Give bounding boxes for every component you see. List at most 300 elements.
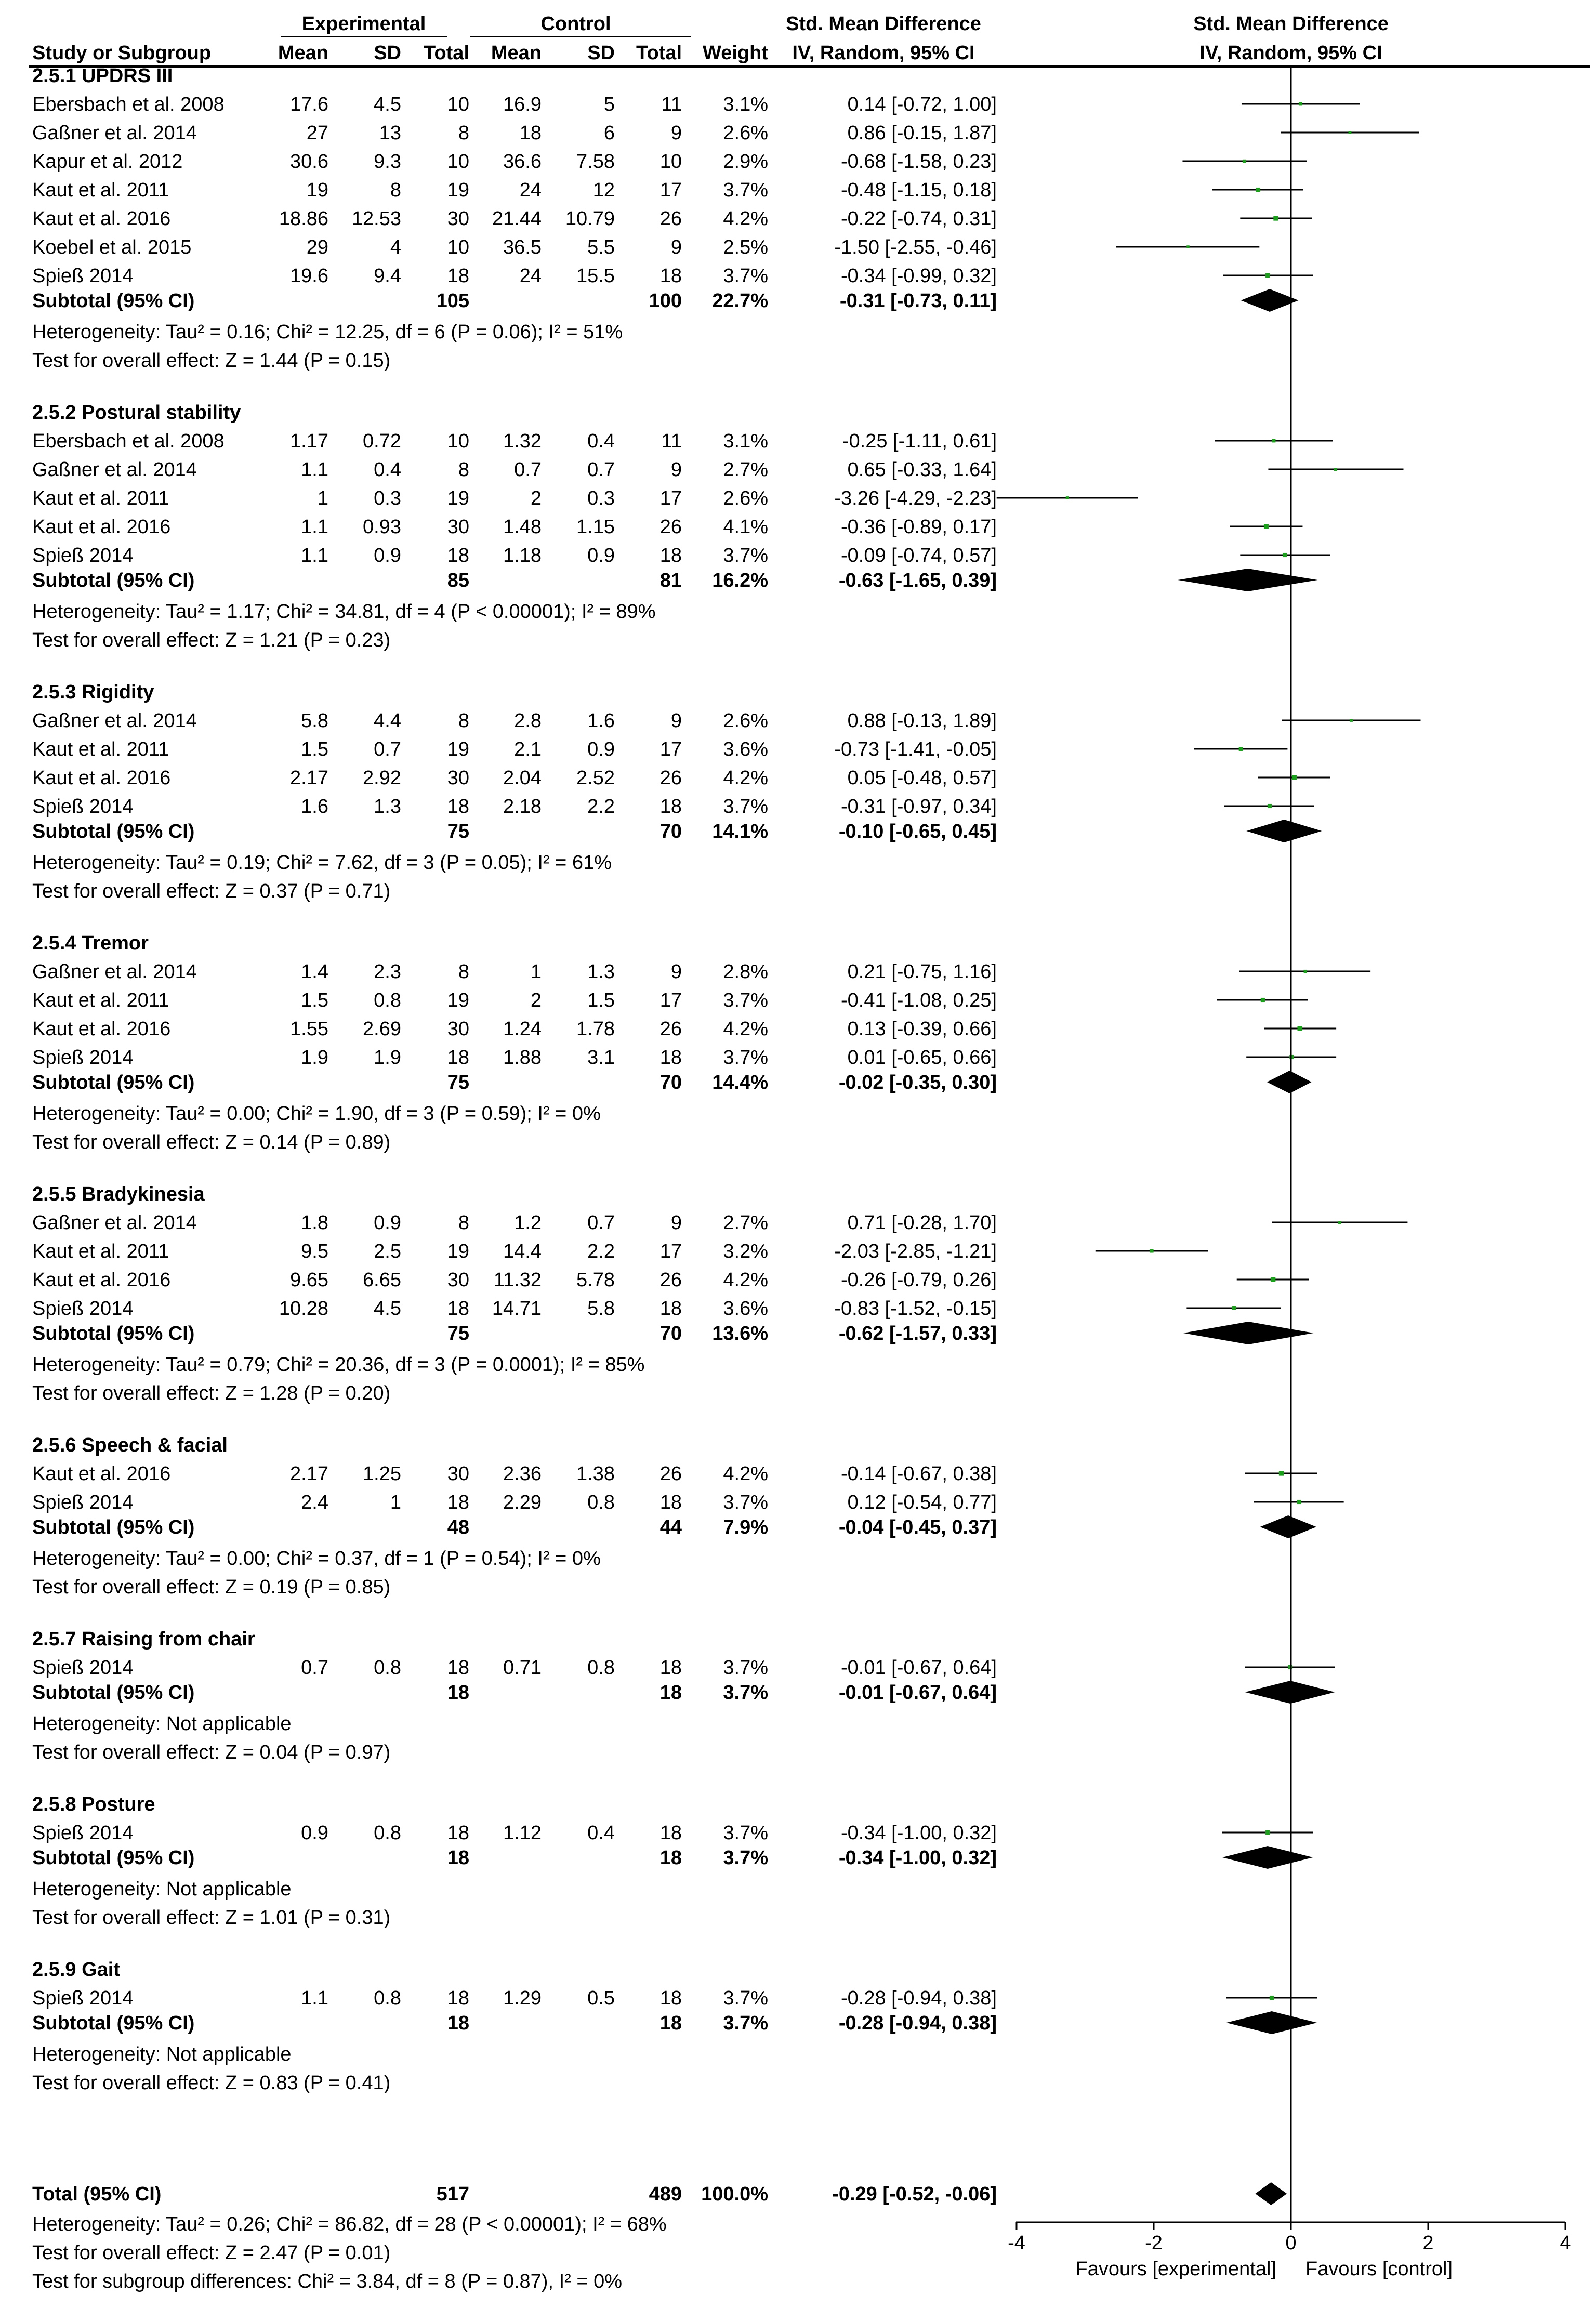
header-effect-table: Std. Mean Difference (786, 13, 981, 35)
study-weight: 3.7% (723, 990, 768, 1011)
subtotal-ci-text: -0.28 [-0.94, 0.38] (838, 2012, 997, 2034)
ctl-mean: 0.71 (503, 1657, 542, 1679)
header-experimental: Experimental (301, 13, 426, 35)
subtotal-weight: 14.4% (712, 1072, 768, 1093)
ctl-total: 9 (670, 961, 682, 983)
ctl-sd: 5.5 (587, 236, 615, 258)
ctl-sd: 0.8 (587, 1492, 615, 1513)
subtotal-ci-text: -0.10 [-0.65, 0.45] (838, 821, 997, 842)
exp-mean: 9.5 (301, 1241, 328, 1262)
study-name: Gaßner et al. 2014 (32, 122, 197, 144)
exp-total: 10 (447, 430, 469, 452)
subtotal-exp-total: 48 (447, 1516, 469, 1538)
heterogeneity-text: Heterogeneity: Tau² = 1.17; Chi² = 34.81, df = 4 (P < 0.00001); I² = 89% (32, 601, 656, 623)
heterogeneity-text: Heterogeneity: Tau² = 0.00; Chi² = 0.37, df = 1 (P = 0.54); I² = 0% (32, 1548, 601, 1570)
exp-sd: 0.93 (363, 516, 401, 538)
ctl-sd: 0.5 (587, 1987, 615, 2009)
subgroup-title: 2.5.8 Posture (32, 1793, 155, 1815)
ctl-sd: 6 (603, 122, 615, 144)
study-point (1298, 1026, 1302, 1031)
ctl-mean: 1.18 (503, 545, 542, 566)
subtotal-diamond (1226, 2011, 1317, 2034)
study-point (1256, 188, 1260, 192)
ctl-total: 18 (659, 1657, 682, 1679)
study-name: Spieß 2014 (32, 1047, 134, 1069)
study-weight: 3.7% (723, 1492, 768, 1513)
x-tick-label: -4 (1008, 2232, 1025, 2254)
exp-total: 19 (447, 179, 469, 201)
x-tick-label: 2 (1422, 2232, 1434, 2254)
ctl-total: 26 (659, 767, 682, 789)
header-ctl-total: Total (636, 42, 682, 64)
ctl-mean: 16.9 (503, 94, 542, 115)
study-name: Kaut et al. 2016 (32, 208, 171, 230)
exp-sd: 1.25 (363, 1463, 401, 1485)
study-name: Spieß 2014 (32, 1657, 134, 1679)
subtotal-exp-total: 85 (447, 570, 469, 591)
header-exp-total: Total (424, 42, 469, 64)
heterogeneity-text: Heterogeneity: Tau² = 0.19; Chi² = 7.62, df = 3 (P = 0.05); I² = 61% (32, 852, 612, 874)
study-weight: 3.7% (723, 1047, 768, 1069)
study-name: Spieß 2014 (32, 1987, 134, 2009)
overall-effect-text: Test for overall effect: Z = 0.14 (P = 0.89) (32, 1131, 391, 1153)
study-weight: 2.8% (723, 961, 768, 983)
footer-stat: Test for overall effect: Z = 2.47 (P = 0.01) (32, 2242, 391, 2264)
exp-sd: 1 (390, 1492, 401, 1513)
study-weight: 3.6% (723, 1298, 768, 1320)
header-method-table: IV, Random, 95% CI (792, 42, 975, 64)
exp-total: 30 (447, 1269, 469, 1291)
study-name: Kapur et al. 2012 (32, 151, 183, 173)
exp-total: 18 (447, 1822, 469, 1844)
subtotal-label: Subtotal (95% CI) (32, 570, 195, 591)
overall-effect-text: Test for overall effect: Z = 0.04 (P = 0.97) (32, 1742, 391, 1763)
study-weight: 2.9% (723, 151, 768, 173)
study-ci-text: -0.26 [-0.79, 0.26] (841, 1269, 997, 1291)
ctl-sd: 5.78 (576, 1269, 615, 1291)
overall-effect-text: Test for overall effect: Z = 1.28 (P = 0.20) (32, 1382, 391, 1404)
ctl-mean: 1.2 (514, 1212, 542, 1234)
subtotal-weight: 22.7% (712, 290, 768, 312)
ctl-mean: 21.44 (492, 208, 542, 230)
study-name: Ebersbach et al. 2008 (32, 430, 225, 452)
ctl-mean: 2.8 (514, 710, 542, 732)
ctl-total: 17 (659, 990, 682, 1011)
study-ci-text: 0.71 [-0.28, 1.70] (847, 1212, 997, 1234)
subtotal-label: Subtotal (95% CI) (32, 821, 195, 842)
exp-total: 19 (447, 738, 469, 760)
ctl-total: 26 (659, 516, 682, 538)
subtotal-label: Subtotal (95% CI) (32, 1072, 195, 1093)
exp-sd: 1.9 (374, 1047, 401, 1069)
subgroup-title: 2.5.4 Tremor (32, 932, 149, 954)
exp-sd: 0.4 (374, 459, 401, 481)
study-name: Kaut et al. 2016 (32, 767, 171, 789)
ctl-sd: 5.8 (587, 1298, 615, 1320)
ctl-sd: 7.58 (576, 151, 615, 173)
favours-right-label: Favours [control] (1305, 2258, 1453, 2280)
exp-mean: 10.28 (279, 1298, 328, 1320)
study-weight: 3.1% (723, 430, 768, 452)
study-name: Kaut et al. 2011 (32, 179, 169, 201)
study-weight: 2.6% (723, 122, 768, 144)
header-control: Control (540, 13, 611, 35)
subtotal-diamond (1267, 1071, 1312, 1093)
exp-sd: 9.4 (374, 265, 401, 287)
exp-sd: 0.9 (374, 1212, 401, 1234)
study-ci-text: -0.31 [-0.97, 0.34] (841, 796, 997, 817)
study-name: Kaut et al. 2011 (32, 487, 169, 509)
exp-mean: 27 (306, 122, 328, 144)
ctl-total: 9 (670, 710, 682, 732)
exp-mean: 2.17 (290, 767, 328, 789)
subtotal-ctl-total: 18 (659, 2012, 682, 2034)
ctl-mean: 1.32 (503, 430, 542, 452)
study-weight: 3.7% (723, 1657, 768, 1679)
study-name: Kaut et al. 2016 (32, 516, 171, 538)
study-ci-text: 0.05 [-0.48, 0.57] (847, 767, 997, 789)
subtotal-exp-total: 18 (447, 2012, 469, 2034)
header-exp-mean: Mean (278, 42, 328, 64)
ctl-mean: 2.29 (503, 1492, 542, 1513)
subtotal-ctl-total: 18 (659, 1682, 682, 1704)
ctl-sd: 0.9 (587, 545, 615, 566)
subtotal-exp-total: 18 (447, 1847, 469, 1869)
exp-mean: 1.8 (301, 1212, 328, 1234)
subtotal-ctl-total: 100 (649, 290, 682, 312)
subtotal-ci-text: -0.02 [-0.35, 0.30] (838, 1072, 997, 1093)
header-ctl-sd: SD (587, 42, 615, 64)
exp-total: 30 (447, 1463, 469, 1485)
study-point (1243, 160, 1246, 163)
ctl-total: 18 (659, 796, 682, 817)
ctl-sd: 12 (592, 179, 615, 201)
study-ci-text: -0.28 [-0.94, 0.38] (841, 1987, 997, 2009)
exp-total: 30 (447, 516, 469, 538)
exp-mean: 1.1 (301, 1987, 328, 2009)
favours-left-label: Favours [experimental] (1075, 2258, 1276, 2280)
total-ci-text: -0.29 [-0.52, -0.06] (832, 2183, 997, 2205)
subtotal-diamond (1260, 1515, 1316, 1538)
exp-sd: 1.3 (374, 796, 401, 817)
exp-mean: 2.17 (290, 1463, 328, 1485)
exp-sd: 0.3 (374, 487, 401, 509)
exp-mean: 1.6 (301, 796, 328, 817)
exp-mean: 1.1 (301, 459, 328, 481)
exp-total: 30 (447, 767, 469, 789)
study-ci-text: 0.12 [-0.54, 0.77] (847, 1492, 997, 1513)
study-weight: 2.7% (723, 1212, 768, 1234)
subtotal-exp-total: 75 (447, 821, 469, 842)
ctl-mean: 1.12 (503, 1822, 542, 1844)
exp-sd: 0.8 (374, 990, 401, 1011)
study-weight: 2.6% (723, 710, 768, 732)
ctl-mean: 2 (530, 990, 542, 1011)
ctl-mean: 2.36 (503, 1463, 542, 1485)
ctl-sd: 3.1 (587, 1047, 615, 1069)
study-ci-text: -0.34 [-0.99, 0.32] (841, 265, 997, 287)
study-weight: 3.7% (723, 796, 768, 817)
study-weight: 2.6% (723, 487, 768, 509)
study-ci-text: -3.26 [-4.29, -2.23] (834, 487, 997, 509)
exp-total: 8 (458, 459, 469, 481)
exp-sd: 4 (390, 236, 401, 258)
ctl-sd: 2.2 (587, 796, 615, 817)
exp-sd: 0.8 (374, 1987, 401, 2009)
study-name: Koebel et al. 2015 (32, 236, 192, 258)
ctl-total: 18 (659, 545, 682, 566)
study-weight: 2.5% (723, 236, 768, 258)
ctl-total: 26 (659, 1269, 682, 1291)
study-ci-text: 0.21 [-0.75, 1.16] (847, 961, 997, 983)
study-point (1066, 496, 1069, 499)
subtotal-diamond (1246, 820, 1322, 842)
subtotal-ctl-total: 70 (659, 1323, 682, 1344)
ctl-sd: 0.4 (587, 1822, 615, 1844)
subtotal-diamond (1183, 1322, 1314, 1344)
study-weight: 3.1% (723, 94, 768, 115)
ctl-mean: 24 (519, 179, 542, 201)
exp-sd: 0.8 (374, 1657, 401, 1679)
exp-mean: 18.86 (279, 208, 328, 230)
total-label: Total (95% CI) (32, 2183, 162, 2205)
ctl-sd: 1.38 (576, 1463, 615, 1485)
study-point (1271, 1277, 1275, 1282)
subtotal-label: Subtotal (95% CI) (32, 2012, 195, 2034)
overall-effect-text: Test for overall effect: Z = 1.21 (P = 0.23) (32, 629, 391, 651)
exp-total: 30 (447, 1018, 469, 1040)
exp-sd: 2.92 (363, 767, 401, 789)
exp-sd: 0.8 (374, 1822, 401, 1844)
ctl-mean: 36.5 (503, 236, 542, 258)
exp-sd: 6.65 (363, 1269, 401, 1291)
study-point (1297, 1500, 1301, 1504)
ctl-mean: 14.71 (492, 1298, 542, 1320)
study-name: Gaßner et al. 2014 (32, 710, 197, 732)
study-name: Kaut et al. 2016 (32, 1269, 171, 1291)
study-ci-text: -1.50 [-2.55, -0.46] (834, 236, 997, 258)
study-name: Spieß 2014 (32, 545, 134, 566)
exp-sd: 2.3 (374, 961, 401, 983)
study-point (1239, 747, 1243, 751)
study-weight: 3.7% (723, 545, 768, 566)
study-weight: 3.7% (723, 1987, 768, 2009)
study-point (1232, 1306, 1236, 1310)
subtotal-label: Subtotal (95% CI) (32, 1682, 195, 1704)
ctl-total: 9 (670, 1212, 682, 1234)
study-ci-text: 0.14 [-0.72, 1.00] (847, 94, 997, 115)
heterogeneity-text: Heterogeneity: Not applicable (32, 2043, 292, 2065)
study-weight: 4.1% (723, 516, 768, 538)
subtotal-weight: 3.7% (723, 2012, 768, 2034)
exp-mean: 29 (306, 236, 328, 258)
study-ci-text: -0.14 [-0.67, 0.38] (841, 1463, 997, 1485)
study-point (1283, 553, 1287, 557)
study-point (1292, 775, 1297, 780)
subgroup-title: 2.5.3 Rigidity (32, 681, 154, 703)
ctl-total: 10 (659, 151, 682, 173)
exp-mean: 19.6 (290, 265, 328, 287)
study-ci-text: 0.86 [-0.15, 1.87] (847, 122, 997, 144)
subtotal-exp-total: 75 (447, 1323, 469, 1344)
exp-total: 18 (447, 1657, 469, 1679)
ctl-total: 11 (661, 430, 682, 452)
subtotal-ctl-total: 44 (659, 1516, 682, 1538)
study-weight: 3.7% (723, 179, 768, 201)
exp-mean: 1.55 (290, 1018, 328, 1040)
ctl-mean: 2.1 (514, 738, 542, 760)
study-ci-text: 0.01 [-0.65, 0.66] (847, 1047, 997, 1069)
exp-mean: 1 (317, 487, 328, 509)
ctl-total: 9 (670, 459, 682, 481)
study-name: Spieß 2014 (32, 1298, 134, 1320)
heterogeneity-text: Heterogeneity: Tau² = 0.00; Chi² = 1.90, df = 3 (P = 0.59); I² = 0% (32, 1103, 601, 1125)
ctl-total: 26 (659, 1018, 682, 1040)
ctl-mean: 14.4 (503, 1241, 542, 1262)
ctl-total: 17 (659, 487, 682, 509)
ctl-mean: 1.48 (503, 516, 542, 538)
subtotal-label: Subtotal (95% CI) (32, 1323, 195, 1344)
exp-mean: 17.6 (290, 94, 328, 115)
subtotal-ci-text: -0.63 [-1.65, 0.39] (838, 570, 997, 591)
study-ci-text: -0.25 [-1.11, 0.61] (842, 430, 997, 452)
study-point (1350, 719, 1353, 722)
exp-mean: 1.5 (301, 990, 328, 1011)
subtotal-ci-text: -0.04 [-0.45, 0.37] (838, 1516, 997, 1538)
heterogeneity-text: Heterogeneity: Tau² = 0.79; Chi² = 20.36, df = 3 (P = 0.0001); I² = 85% (32, 1354, 645, 1376)
ctl-total: 17 (659, 179, 682, 201)
subtotal-weight: 3.7% (723, 1682, 768, 1704)
exp-sd: 8 (390, 179, 401, 201)
exp-mean: 2.4 (301, 1492, 328, 1513)
ctl-mean: 2.04 (503, 767, 542, 789)
heterogeneity-text: Heterogeneity: Not applicable (32, 1713, 292, 1735)
study-point (1273, 216, 1278, 220)
study-point (1304, 970, 1307, 973)
subgroup-title: 2.5.9 Gait (32, 1959, 120, 1981)
study-name: Gaßner et al. 2014 (32, 1212, 197, 1234)
ctl-mean: 0.7 (514, 459, 542, 481)
ctl-sd: 0.7 (587, 459, 615, 481)
subtotal-weight: 13.6% (712, 1323, 768, 1344)
subtotal-ctl-total: 81 (659, 570, 682, 591)
exp-sd: 4.5 (374, 94, 401, 115)
ctl-total: 11 (661, 94, 682, 115)
exp-total: 8 (458, 122, 469, 144)
total-ctl-total: 489 (649, 2183, 682, 2205)
study-ci-text: -2.03 [-2.85, -1.21] (834, 1241, 997, 1262)
ctl-mean: 11.32 (493, 1269, 542, 1291)
ctl-total: 18 (659, 1822, 682, 1844)
study-name: Kaut et al. 2011 (32, 738, 169, 760)
study-point (1349, 131, 1352, 134)
study-weight: 2.7% (723, 459, 768, 481)
study-weight: 3.7% (723, 1822, 768, 1844)
study-name: Gaßner et al. 2014 (32, 961, 197, 983)
study-weight: 3.2% (723, 1241, 768, 1262)
exp-mean: 9.65 (290, 1269, 328, 1291)
study-name: Kaut et al. 2011 (32, 1241, 169, 1262)
exp-total: 18 (447, 1047, 469, 1069)
ctl-total: 9 (670, 236, 682, 258)
ctl-mean: 18 (519, 122, 542, 144)
header-weight: Weight (703, 42, 768, 64)
exp-total: 18 (447, 265, 469, 287)
study-point (1268, 804, 1272, 808)
ctl-sd: 0.7 (587, 1212, 615, 1234)
overall-effect-text: Test for overall effect: Z = 0.83 (P = 0.41) (32, 2072, 391, 2094)
exp-mean: 0.9 (301, 1822, 328, 1844)
overall-effect-text: Test for overall effect: Z = 0.37 (P = 0.71) (32, 880, 391, 902)
ctl-sd: 1.78 (576, 1018, 615, 1040)
subtotal-ci-text: -0.62 [-1.57, 0.33] (838, 1323, 997, 1344)
ctl-sd: 2.2 (587, 1241, 615, 1262)
ctl-sd: 0.3 (587, 487, 615, 509)
study-point (1279, 1471, 1284, 1475)
subtotal-weight: 14.1% (712, 821, 768, 842)
subtotal-diamond (1245, 1681, 1335, 1704)
study-ci-text: -0.09 [-0.74, 0.57] (841, 545, 997, 566)
ctl-mean: 1.29 (503, 1987, 542, 2009)
exp-total: 18 (447, 1987, 469, 2009)
study-point (1270, 1996, 1274, 2000)
exp-mean: 30.6 (290, 151, 328, 173)
subtotal-label: Subtotal (95% CI) (32, 290, 195, 312)
subtotal-ctl-total: 70 (659, 1072, 682, 1093)
study-weight: 3.7% (723, 265, 768, 287)
exp-total: 19 (447, 487, 469, 509)
heterogeneity-text: Heterogeneity: Not applicable (32, 1878, 292, 1900)
header-method-plot: IV, Random, 95% CI (1199, 42, 1382, 64)
exp-total: 18 (447, 545, 469, 566)
ctl-mean: 2.18 (503, 796, 542, 817)
header-study: Study or Subgroup (32, 42, 212, 64)
exp-mean: 1.17 (290, 430, 328, 452)
ctl-mean: 24 (519, 265, 542, 287)
subtotal-diamond (1241, 289, 1299, 312)
study-name: Spieß 2014 (32, 796, 134, 817)
study-weight: 3.6% (723, 738, 768, 760)
exp-mean: 0.7 (301, 1657, 328, 1679)
ctl-mean: 2 (530, 487, 542, 509)
exp-sd: 0.9 (374, 545, 401, 566)
exp-sd: 13 (379, 122, 401, 144)
subtotal-exp-total: 75 (447, 1072, 469, 1093)
study-point (1272, 439, 1276, 443)
subgroup-title: 2.5.2 Postural stability (32, 402, 241, 424)
study-ci-text: -0.73 [-1.41, -0.05] (834, 738, 997, 760)
study-point (1261, 998, 1265, 1002)
study-point (1299, 102, 1302, 106)
study-name: Ebersbach et al. 2008 (32, 94, 225, 115)
ctl-total: 17 (659, 738, 682, 760)
ctl-total: 26 (659, 1463, 682, 1485)
exp-mean: 1.4 (301, 961, 328, 983)
exp-sd: 12.53 (351, 208, 401, 230)
study-name: Spieß 2014 (32, 1822, 134, 1844)
study-ci-text: -0.41 [-1.08, 0.25] (841, 990, 997, 1011)
study-ci-text: 0.65 [-0.33, 1.64] (847, 459, 997, 481)
ctl-sd: 15.5 (576, 265, 615, 287)
study-ci-text: -0.83 [-1.52, -0.15] (834, 1298, 997, 1320)
x-tick-label: 4 (1560, 2232, 1571, 2254)
ctl-total: 26 (659, 208, 682, 230)
heterogeneity-text: Heterogeneity: Tau² = 0.16; Chi² = 12.25, df = 6 (P = 0.06); I² = 51% (32, 321, 623, 343)
ctl-sd: 0.4 (587, 430, 615, 452)
header-ctl-mean: Mean (491, 42, 542, 64)
exp-mean: 1.5 (301, 738, 328, 760)
study-name: Gaßner et al. 2014 (32, 459, 197, 481)
